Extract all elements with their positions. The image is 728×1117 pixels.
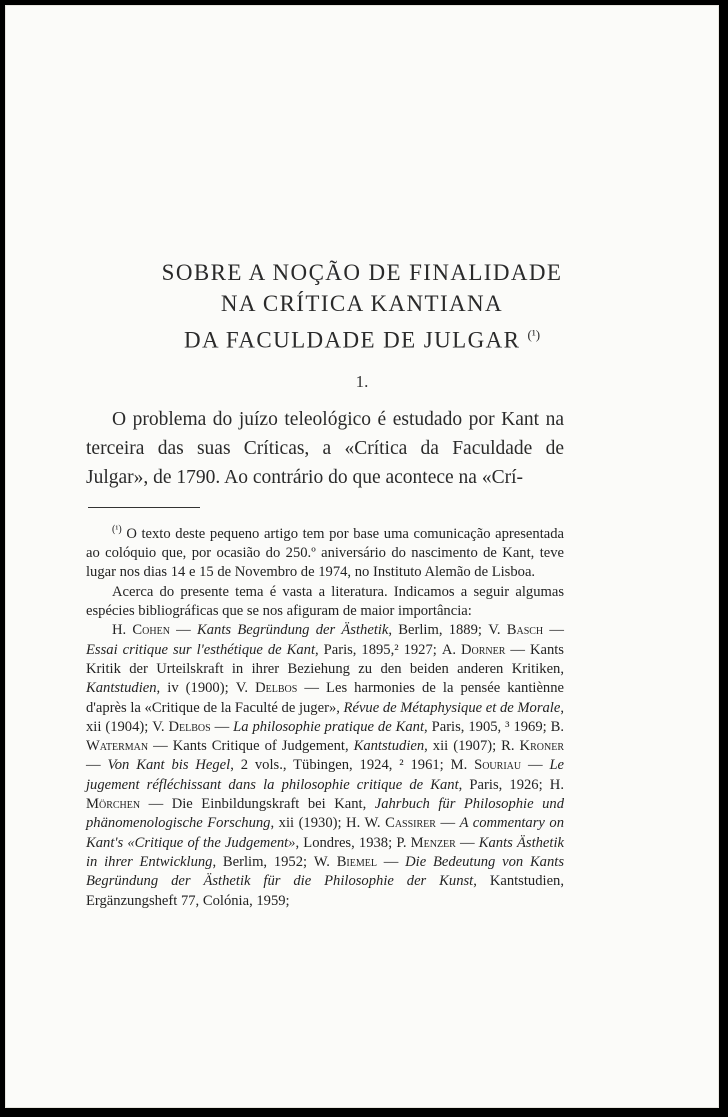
bibliography-entry: V. Basch — Essai critique sur l'esthétique de Kant, Paris, 1895,² 1927; — [86, 622, 564, 658]
reference-title: Von Kant bis Hegel — [107, 757, 231, 774]
reference-text: Les harmonies de la pensée kantiènne d'après la «Critique de la Faculté de juger», — [86, 680, 564, 716]
reference-author: V. Basch — [488, 622, 544, 639]
reference-title: Kantstudien — [86, 680, 157, 697]
reference-title: Kants Begründung der Ästhetik — [197, 622, 389, 639]
title-footnote-ref[interactable]: (¹) — [527, 327, 541, 342]
bibliography-entry: V. Delbos — Les harmonies de la pensée kantiènne d'après la «Critique de la Faculté de juger», Révue de Métaphysique et de Morale, xii (1904); — [86, 680, 564, 735]
reference-author: R. Kroner — [501, 738, 564, 755]
reference-author: V. Delbos — [235, 680, 298, 697]
reference-details: , xii (1904); — [86, 699, 564, 735]
reference-details: , Berlim, 1952; — [212, 853, 314, 870]
reference-author: A. Dorner — [441, 641, 506, 658]
bibliography-entry: P. Menzer — Kants Ästhetik in ihrer Entwicklung, Berlim, 1952; — [86, 834, 564, 870]
bibliography-entry: A. Dorner — Kants Kritik der Urteilskraft in ihrer Beziehung zu den beiden anderen Kritiken, Kantstudien, iv (1900); — [86, 641, 564, 697]
reference-details: , iv (1900); — [156, 680, 236, 697]
reference-text: Kants Kritik der Urteilskraft in ihrer Beziehung zu den beiden anderen Kritiken, — [86, 641, 564, 677]
title-line-3-text: DA FACULDADE DE JULGAR — [183, 327, 521, 353]
reference-details: , Berlim, 1889; — [388, 622, 489, 639]
footnote-paragraph-2: Acerca do presente tema é vasta a literatura. Indicamos a seguir algumas espécies bibliográficas que se nos afiguram de maior importância: — [86, 583, 564, 620]
reference-author: H. Mörchen — [86, 776, 564, 813]
reference-details: , xii (1907); — [424, 738, 502, 755]
title-line-2: NA CRÍTICA KANTIANA — [220, 291, 504, 316]
footnote — [86, 520, 564, 911]
title-line-3 — [5, 319, 719, 356]
reference-author: B. Waterman — [86, 718, 565, 755]
reference-details: , Paris, 1926; — [458, 776, 550, 793]
article-title — [5, 257, 719, 356]
reference-author: W. Biemel — [313, 853, 377, 870]
bibliography-entry: B. Waterman — Kants Critique of Judgement, Kantstudien, xii (1907); — [86, 718, 565, 755]
reference-details: , Kantstudien, Ergänzungsheft 77, Colónia, 1959; — [86, 873, 564, 909]
bibliography-entry: M. Souriau — Le jugement réfléchissant dans la philosophie critique de Kant, Paris, 1926; — [86, 757, 565, 793]
page — [5, 5, 719, 1108]
reference-text: Kants Critique of Judgement, — [172, 738, 354, 755]
bibliography-entry: W. Biemel — Die Bedeutung von Kants Begründung der Ästhetik für die Philosophie der Kunst, Kantstudien, Ergänzungsheft 77, Colónia, 1959; — [86, 853, 565, 909]
title-line-1: SOBRE A NOÇÃO DE FINALIDADE — [161, 260, 563, 285]
bibliography — [86, 621, 564, 910]
footnote-paragraph-1 — [86, 520, 564, 583]
reference-details: , 2 vols., Tübingen, 1924, ² 1961; — [230, 757, 451, 774]
reference-title: Kants Ästhetik in ihrer Entwicklung — [86, 834, 564, 870]
reference-title: Kantstudien — [353, 738, 425, 755]
footnote-mark: (¹) — [112, 524, 122, 535]
reference-author: H. W. Cassirer — [346, 815, 436, 832]
reference-author: H. Cohen — [112, 622, 170, 639]
bibliography-entry: H. Cohen — Kants Begründung der Ästhetik, Berlim, 1889; — [112, 622, 489, 639]
reference-title: Jahrbuch für Philosophie und phänomenologische Forschung — [86, 796, 564, 832]
section-number: 1. — [355, 372, 369, 391]
reference-author: V. Delbos — [152, 718, 211, 735]
reference-title: Le jugement réfléchissant dans la philosophie critique de Kant — [86, 757, 565, 793]
reference-text: Die Einbildungskraft bei Kant, — [171, 796, 375, 813]
reference-author: P. Menzer — [396, 834, 456, 851]
reference-details: , Londres, 1938; — [295, 834, 397, 851]
body-paragraph: O problema do juízo teleológico é estudado por Kant na terceira das suas Críticas, a «Crítica da Faculdade de Julgar», de 1790. Ao contrário do que acontece na «Crí- — [86, 409, 564, 488]
bibliography-entry: R. Kroner — Von Kant bis Hegel, 2 vols., Tübingen, 1924, ² 1961; — [86, 738, 564, 774]
reference-title: A commentary on Kant's «Critique of the Judgement» — [86, 815, 564, 851]
reference-details: , xii (1930); — [270, 815, 347, 832]
reference-title: La philosophie pratique de Kant — [233, 718, 425, 735]
reference-details: , Paris, 1905, ³ 1969; — [424, 718, 551, 735]
bibliography-entry: V. Delbos — La philosophie pratique de Kant, Paris, 1905, ³ 1969; — [152, 718, 551, 735]
reference-title: Essai critique sur l'esthétique de Kant — [86, 641, 315, 658]
bibliography-entry: H. W. Cassirer — A commentary on Kant's «Critique of the Judgement», Londres, 1938; — [86, 815, 564, 851]
bibliography-entry: H. Mörchen — Die Einbildungskraft bei Kant, Jahrbuch für Philosophie und phänomenologische Forschung, xii (1930); — [86, 776, 564, 832]
footnote-divider — [88, 507, 200, 508]
reference-title: Révue de Métaphysique et de Morale — [343, 699, 561, 716]
reference-author: M. Souriau — [450, 757, 522, 774]
reference-details: , Paris, 1895,² 1927; — [315, 641, 442, 658]
footnote-text-1: O texto deste pequeno artigo tem por base uma comunicação apresentada ao colóquio que, por ocasião do 250.º aniversário do nascimento de Kant, teve lugar nos dias 14 e 15 de Novembro de 1974, no Instituto Alemão de Lisboa. — [86, 525, 564, 581]
reference-title: Die Bedeutung von Kants Begründung der Ästhetik für die Philosophie der Kunst — [86, 853, 565, 890]
